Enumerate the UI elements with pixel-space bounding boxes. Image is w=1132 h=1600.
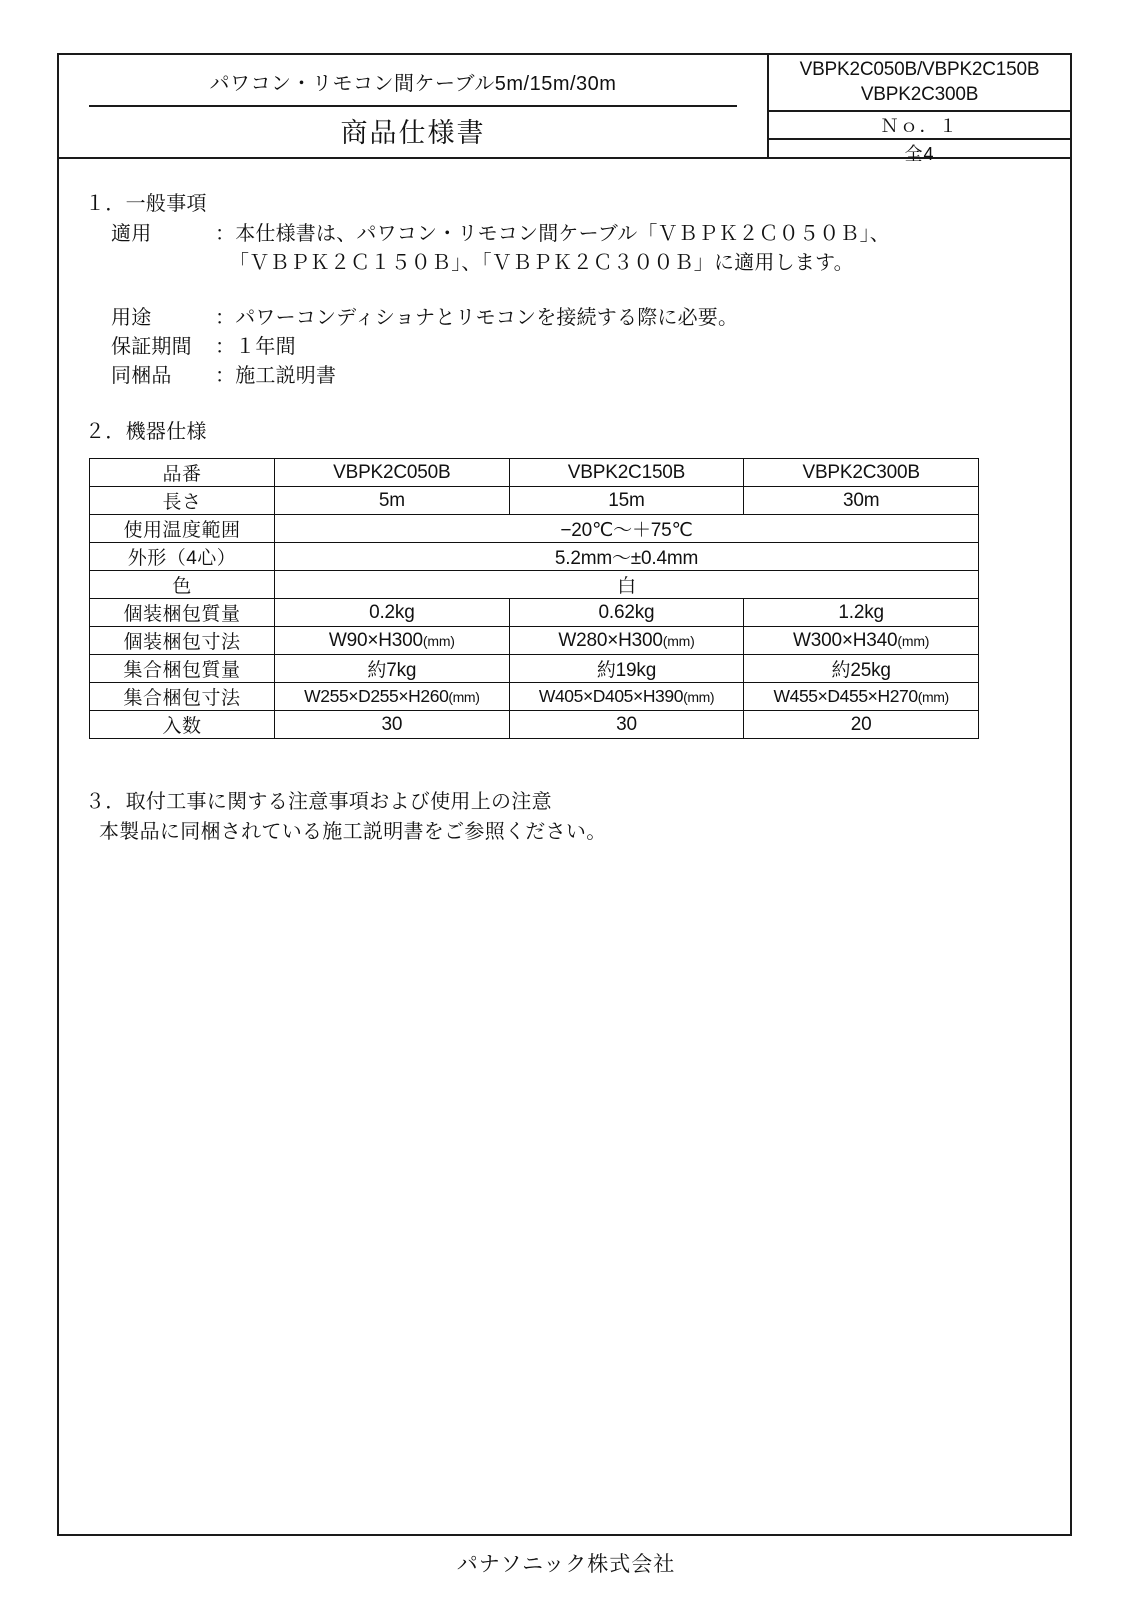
table-row — [90, 627, 979, 655]
title-block-right — [769, 55, 1070, 164]
unit-suffix: (mm) — [683, 689, 715, 705]
title-divider-rule — [89, 105, 737, 107]
page-number-cell: Ｎｏ．１ — [769, 112, 1070, 140]
field-warranty-value: １年間 — [235, 336, 296, 358]
table-cell: VBPK2C300B — [744, 459, 979, 487]
table-cell: W455×D455×H270(mm) — [744, 683, 979, 711]
specification-table — [89, 458, 979, 739]
table-row-header: 長さ — [90, 487, 275, 515]
company-name: パナソニック株式会社 — [456, 1553, 676, 1576]
table-row — [90, 683, 979, 711]
section-equipment-spec — [85, 415, 1044, 739]
table-cell: 30m — [744, 487, 979, 515]
table-cell: W300×H340(mm) — [744, 627, 979, 655]
document-content — [59, 159, 1070, 1534]
section-installation-notes — [85, 787, 1044, 847]
page-total-cell: 全4 — [904, 144, 935, 164]
table-row — [90, 487, 979, 515]
field-apply-value: 本仕様書は、パワコン・リモコン間ケーブル「ＶＢＰＫ２Ｃ０５０Ｂ」、 — [235, 223, 891, 245]
table-cell: 0.62kg — [509, 599, 744, 627]
table-cell: W255×D255×H260(mm) — [275, 683, 510, 711]
field-warranty — [111, 333, 1044, 362]
field-apply-label: 適用 — [111, 223, 152, 245]
field-usage-label: 用途 — [111, 307, 152, 329]
section3-body: 本製品に同梱されている施工説明書をご参照ください。 — [99, 821, 607, 843]
table-cell: 白 — [275, 571, 979, 599]
table-row — [90, 543, 979, 571]
unit-suffix: (mm) — [662, 632, 695, 649]
section1-heading: １．一般事項 — [85, 193, 207, 215]
table-cell: W280×H300(mm) — [509, 627, 744, 655]
table-cell: 30 — [509, 711, 744, 739]
field-usage-value: パワーコンディショナとリモコンを接続する際に必要。 — [235, 307, 739, 329]
table-row — [90, 515, 979, 543]
model-code-cell — [769, 55, 1070, 112]
footer — [0, 1548, 1132, 1578]
field-included-separator: ： — [215, 365, 236, 387]
table-cell: 約19kg — [509, 655, 744, 683]
table-row-header: 色 — [90, 571, 275, 599]
table-cell: VBPK2C050B — [275, 459, 510, 487]
table-row — [90, 599, 979, 627]
table-cell: W90×H300(mm) — [275, 627, 510, 655]
table-row — [90, 711, 979, 739]
table-cell: 1.2kg — [744, 599, 979, 627]
section3-heading: ３．取付工事に関する注意事項および使用上の注意 — [85, 791, 552, 813]
table-row-header: 使用温度範囲 — [90, 515, 275, 543]
table-cell: 15m — [509, 487, 744, 515]
document-title: 商品仕様書 — [340, 117, 486, 148]
table-row-header: 集合梱包質量 — [90, 655, 275, 683]
section2-heading: ２．機器仕様 — [85, 421, 207, 443]
unit-suffix: (mm) — [897, 632, 930, 649]
field-apply-value-continued: 「ＶＢＰＫ２Ｃ１５０Ｂ」、「ＶＢＰＫ２Ｃ３００Ｂ」に適用します。 — [229, 252, 854, 274]
table-cell: 20 — [744, 711, 979, 739]
table-row-header: 品番 — [90, 459, 275, 487]
field-apply-separator: ： — [215, 223, 236, 245]
model-code-line-1: VBPK2C050B/VBPK2C150B — [799, 59, 1040, 81]
table-cell: VBPK2C150B — [509, 459, 744, 487]
table-row-header: 外形（4心） — [90, 543, 275, 571]
field-warranty-label: 保証期間 — [111, 336, 192, 358]
table-cell: 5m — [275, 487, 510, 515]
section1-spacer — [85, 278, 1044, 304]
document-page-frame — [57, 53, 1072, 1536]
unit-suffix: (mm) — [448, 689, 480, 705]
document-subject: パワコン・リモコン間ケーブル5m/15m/30m — [209, 72, 617, 95]
field-included-value: 施工説明書 — [235, 365, 337, 387]
title-block-left — [59, 55, 769, 157]
field-apply — [111, 220, 1044, 249]
table-row-header: 入数 — [90, 711, 275, 739]
table-row — [90, 655, 979, 683]
unit-suffix: (mm) — [422, 632, 455, 649]
field-included — [111, 362, 1044, 391]
table-row-header: 個装梱包質量 — [90, 599, 275, 627]
table-cell: W405×D405×H390(mm) — [509, 683, 744, 711]
model-code-line-2: VBPK2C300B — [860, 83, 979, 105]
table-cell: 約7kg — [275, 655, 510, 683]
spec-table-wrapper — [85, 458, 1044, 739]
title-block — [59, 55, 1070, 164]
field-usage — [111, 304, 1044, 333]
table-cell: −20℃〜＋75℃ — [275, 515, 979, 543]
table-row — [90, 571, 979, 599]
field-usage-separator: ： — [215, 307, 236, 329]
table-row-header: 個装梱包寸法 — [90, 627, 275, 655]
table-row-header: 集合梱包寸法 — [90, 683, 275, 711]
section-general — [85, 187, 1044, 391]
unit-suffix: (mm) — [917, 689, 949, 705]
field-warranty-separator: ： — [215, 336, 236, 358]
table-cell: 0.2kg — [275, 599, 510, 627]
field-included-label: 同梱品 — [111, 365, 172, 387]
table-row — [90, 459, 979, 487]
specification-table-body — [90, 459, 979, 739]
table-cell: 5.2mm〜±0.4mm — [275, 543, 979, 571]
table-cell: 約25kg — [744, 655, 979, 683]
table-cell: 30 — [275, 711, 510, 739]
